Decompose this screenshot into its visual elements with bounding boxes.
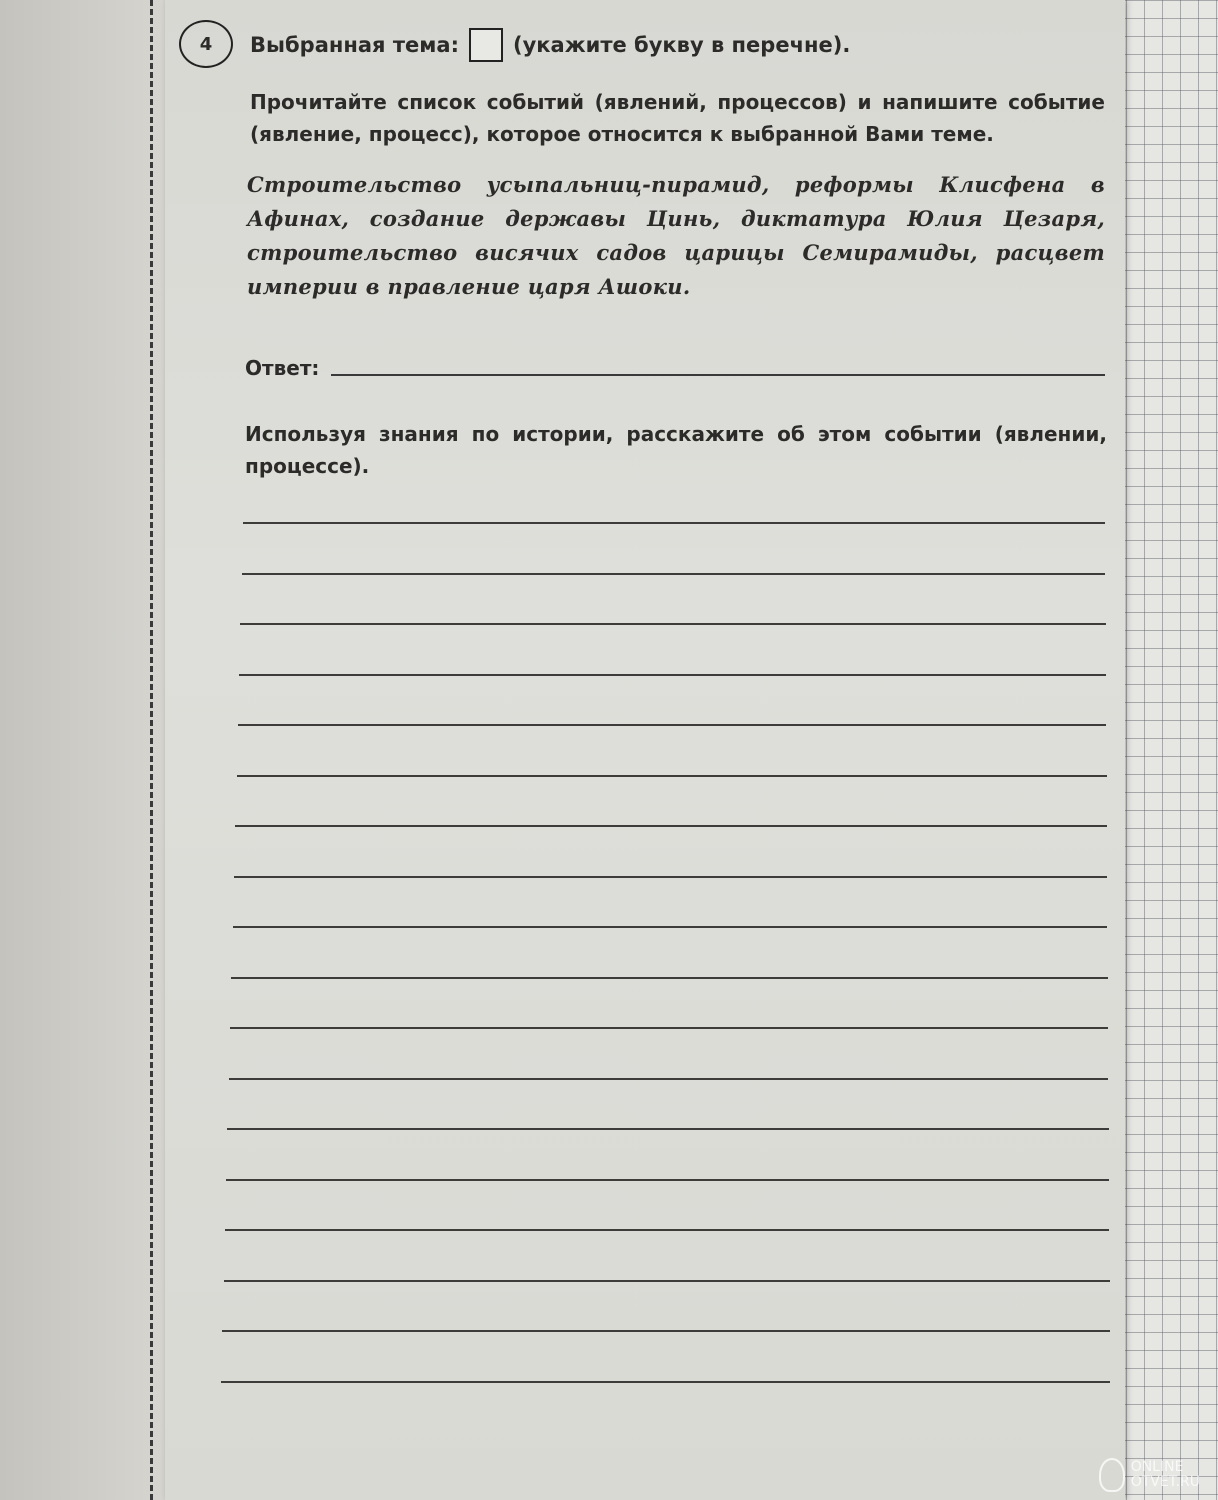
writing-line [226,1179,1109,1181]
watermark-line-1: ONLINE [1130,1459,1184,1475]
writing-line [227,1128,1108,1130]
essay-prompt: Используя знания по истории, расскажите об этом событии (явлении, процессе). [245,422,1107,478]
cut-line [150,0,153,1500]
answer-input-line[interactable] [331,362,1105,376]
writing-line [238,724,1106,726]
writing-line [242,573,1106,575]
answer-label: Ответ: [245,356,320,380]
writing-line [231,977,1107,979]
topic-hint: (укажите букву в перечне). [513,33,851,57]
writing-line [233,926,1108,928]
writing-line [237,775,1107,777]
topic-label: Выбранная тема: [250,33,459,57]
writing-line [240,623,1105,625]
left-margin [0,0,165,1500]
writing-line [235,825,1107,827]
events-list: Строительство усыпальниц-пирамид, реформы Клисфена в Афинах, создание державы Цинь, диктатура Юлия Цезаря, строительство висячих садов царицы Семирамиды, расцвет империи в правление царя Ашоки. [247,172,1105,299]
answer-row [245,346,1105,380]
writing-line [221,1381,1110,1383]
watermark [1099,1458,1200,1492]
writing-line [222,1330,1110,1332]
task-number-badge: 4 [179,20,233,68]
writing-line [224,1280,1110,1282]
task-instruction: Прочитайте список событий (явлений, процессов) и напишите событие (явление, процесс), которое относится к выбранной Вами теме. [250,90,1105,146]
writing-line [225,1229,1109,1231]
writing-line [234,876,1107,878]
lightbulb-icon [1099,1458,1125,1492]
writing-line [243,522,1105,524]
watermark-line-2: OTVET.RU [1130,1474,1200,1490]
worksheet-page [165,0,1125,1500]
writing-line [230,1027,1108,1029]
topic-letter-box[interactable] [469,28,503,62]
topic-line [250,28,850,62]
writing-line [229,1078,1109,1080]
writing-line [239,674,1106,676]
